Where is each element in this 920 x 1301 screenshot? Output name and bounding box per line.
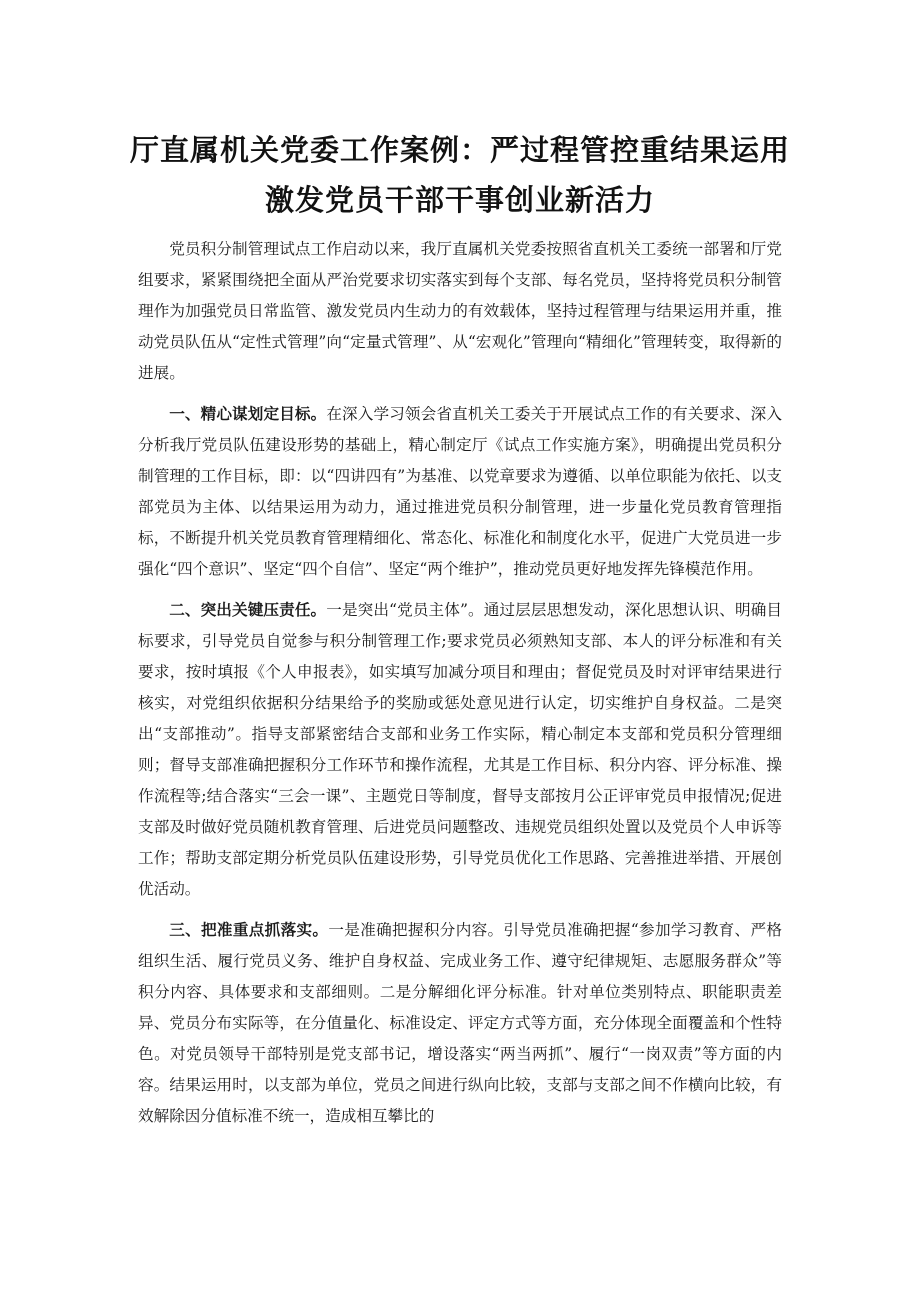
paragraph-intro (138, 234, 782, 389)
paragraph-text: 一是准确把握积分内容。引导党员准确把握“参加学习教育、严格组织生活、履行党员义务、维护自身权益、完成业务工作、遵守纪律规矩、志愿服务群众”等积分内容、具体要求和支部细则。二是分解细化评分标准。针对单位类别特点、职能职责差异、党员分布实际等，在分值量化、标准设定、评定方式等方面，充分体现全面覆盖和个性特色。对党员领导干部特别是党支部书记，增设落实“两当两抓”、履行“一岗双责”等方面的内容。结果运用时，以支部为单位，党员之间进行纵向比较，支部与支部之间不作横向比较，有效解除因分值标准不统一，造成相互攀比的 (138, 921, 782, 1125)
section-heading: 一、精心谋划定目标。 (169, 405, 327, 423)
document-body (138, 234, 782, 1142)
document-title-line-2: 激发党员干部干事创业新活力 (264, 183, 655, 217)
paragraph-text: 党员积分制管理试点工作启动以来，我厅直属机关党委按照省直机关工委统一部署和厅党组要求，紧紧围绕把全面从严治党要求切实落实到每个支部、每名党员，坚持将党员积分制管理作为加强党员日常监管、激发党员内生动力的有效载体，坚持过程管理与结果运用并重，推动党员队伍从“定性式管理”向“定量式管理”、从“宏观化”管理向“精细化”管理转变，取得新的进展。 (138, 240, 782, 382)
paragraph-section-1 (138, 399, 782, 585)
section-heading: 三、把准重点抓落实。 (169, 921, 329, 939)
document-title-line-1: 厅直属机关党委工作案例：严过程管控重结果运用 (129, 133, 790, 167)
paragraph-text: 一是突出“党员主体”。通过层层思想发动，深化思想认识、明确目标要求，引导党员自觉参与积分制管理工作;要求党员必须熟知支部、本人的评分标准和有关要求，按时填报《个人申报表》，如实填写加减分项目和理由；督促党员及时对评审结果进行核实，对党组织依据积分结果给予的奖励或惩处意见进行认定，切实维护自身权益。二是突出“支部推动”。指导支部紧密结合支部和业务工作实际，精心制定本支部和党员积分管理细则；督导支部准确把握积分工作环节和操作流程，尤其是工作目标、积分内容、评分标准、操作流程等;结合落实“三会一课”、主题党日等制度，督导支部按月公正评审党员申报情况;促进支部及时做好党员随机教育管理、后进党员问题整改、违规党员组织处置以及党员个人申诉等工作；帮助支部定期分析党员队伍建设形势，引导党员优化工作思路、完善推进举措、开展创优活动。 (138, 601, 782, 898)
paragraph-text: 在深入学习领会省直机关工委关于开展试点工作的有关要求、深入分析我厅党员队伍建设形势的基础上，精心制定厅《试点工作实施方案》，明确提出党员积分制管理的工作目标，即：以“四讲四有”为基准、以党章要求为遵循、以单位职能为依托、以支部党员为主体、以结果运用为动力，通过推进党员积分制管理，进一步量化党员教育管理指标，不断提升机关党员教育管理精细化、常态化、标准化和制度化水平，促进广大党员进一步强化“四个意识”、坚定“四个自信”、坚定“两个维护”，推动党员更好地发挥先锋模范作用。 (138, 405, 782, 578)
paragraph-section-3 (138, 915, 782, 1132)
section-heading: 二、突出关键压责任。 (169, 601, 327, 619)
paragraph-section-2 (138, 595, 782, 905)
